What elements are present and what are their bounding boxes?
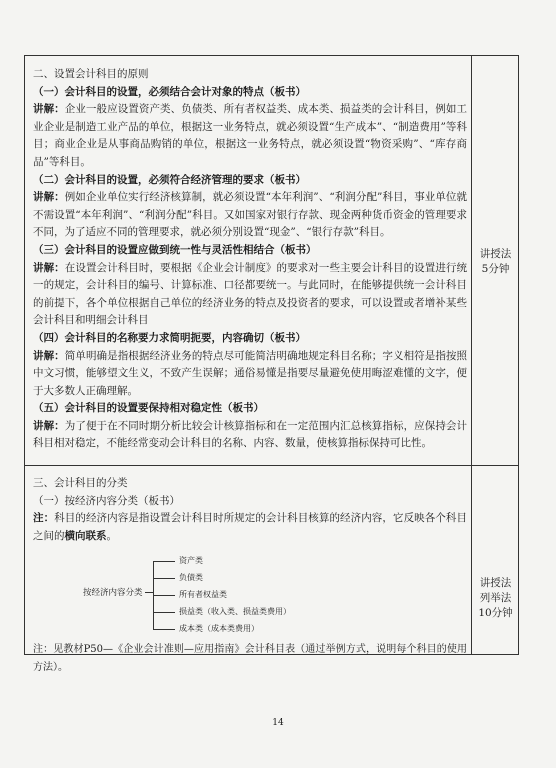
explain-text: 企业一般应设置资产类、负债类、所有者权益类、成本类、损益类的会计科目，例如工业企业是制造工业产品的单位，根据这一业务特点，就必须设置“生产成本”、“制造费用”等科目；商业企业是从事商品购销的单位，根据这一业务特点，就必须设置“物资采购”、“库存商品”等科目。 xyxy=(33,103,468,168)
explain-label: 讲解： xyxy=(33,419,65,432)
note-paragraph xyxy=(33,510,467,545)
method-label: 讲授法 xyxy=(479,248,512,260)
principle-4-title: （四）会计科目的名称要力求简明扼要，内容确切（板书） xyxy=(33,331,306,344)
time-label: 5分钟 xyxy=(481,263,510,275)
tree-leaf: 资产类 xyxy=(179,556,203,566)
sub-heading: （一）按经济内容分类（板书） xyxy=(33,494,180,507)
explain-text: 为了便于在不同时期分析比较会计核算指标和在一定范围内汇总核算指标，应保持会计科目相对稳定，不能经常变动会计科目的名称、内容、数量，使核算指标保持可比性。 xyxy=(33,419,468,450)
section-heading: 三、会计科目的分类 xyxy=(33,477,128,489)
note-emphasis: 横向联系 xyxy=(64,529,107,542)
tree-leaf: 负债类 xyxy=(179,573,203,583)
principle-2-title: （二）会计科目的设置，必须符合经济管理的要求（板书） xyxy=(33,173,306,186)
explain-label: 讲解： xyxy=(33,191,65,204)
principle-3-body xyxy=(33,260,467,330)
note-end: 。 xyxy=(106,529,117,542)
principle-1-title: （一）会计科目的设置，必须结合会计对象的特点（板书） xyxy=(33,85,306,98)
explain-label: 讲解： xyxy=(33,349,65,362)
section-principles xyxy=(25,66,471,464)
teaching-method-cell-1 xyxy=(472,247,519,277)
principle-3-title: （三）会计科目的设置应做到统一性与灵活性相结合（板书） xyxy=(33,243,317,256)
principle-1-body xyxy=(33,101,467,171)
tree-branch xyxy=(153,595,175,596)
note-text: 科目的经济内容是指设置会计科目时所规定的会计科目核算的经济内容，它反映各个科目之间的 xyxy=(33,512,468,542)
section-heading: 二、设置会计科目的原则 xyxy=(33,68,149,80)
note-label: 注： xyxy=(33,512,55,525)
principle-5-title: （五）会计科目的设置要保持相对稳定性（板书） xyxy=(33,402,264,415)
tree-leaf: 所有者权益类 xyxy=(179,590,227,600)
classification-tree xyxy=(33,549,467,641)
principle-4-body xyxy=(33,348,467,401)
explain-label: 讲解： xyxy=(33,103,65,116)
tree-connector xyxy=(145,592,153,593)
column-divider xyxy=(471,56,472,654)
tree-branch xyxy=(153,578,175,579)
page-number: 14 xyxy=(272,718,284,728)
method-label: 讲授法 xyxy=(479,577,512,589)
explain-label: 讲解： xyxy=(33,261,65,274)
lesson-table xyxy=(24,55,519,673)
footnote: 注：见教材P50—《企业会计准则—应用指南》会计科目表（通过举例方式，说明每个科目的使用方法）。 xyxy=(33,644,467,673)
tree-branch xyxy=(153,612,175,613)
explain-text: 在设置会计科目时，要根据《企业会计制度》的要求对一些主要会计科目的设置进行统一的规定，会计科目的编号、计算标准、口径都要统一。与此同时，在能够提供统一会计科目的前提下，各个单位根据自己单位的经济业务的特点及投资者的要求，可以设置或者增补某些会计科目和明细会计科目 xyxy=(33,261,468,327)
tree-leaf: 损益类（收入类、损益类费用） xyxy=(179,607,291,617)
method-label: 列举法 xyxy=(479,592,512,604)
tree-leaf: 成本类（成本类费用） xyxy=(179,624,259,634)
explain-text: 例如企业单位实行经济核算制，就必须设置“本年利润”、“利润分配”科目，事业单位就不需设置“本年利润”、“利润分配”科目。又如国家对银行存款、现金两种货币资金的管理要求不同，为了适应不同的管理要求，就必须分别设置“现金”、“银行存款”科目。 xyxy=(33,191,467,239)
principle-5-body xyxy=(33,418,467,453)
row-divider xyxy=(25,465,518,466)
tree-root: 按经济内容分类 xyxy=(83,588,143,599)
principle-2-body xyxy=(33,189,467,242)
tree-branch xyxy=(153,629,175,630)
section-classification xyxy=(25,475,471,673)
explain-text: 简单明确是指根据经济业务的特点尽可能简洁明确地规定科目名称；字义相符是指按照中文习惯，能够望文生义，不致产生误解；通俗易懂是指要尽量避免使用晦涩难懂的文字，便于大多数人正确理解。 xyxy=(33,349,468,397)
teaching-method-cell-2 xyxy=(472,576,519,621)
tree-branch xyxy=(153,561,175,562)
time-label: 10分钟 xyxy=(478,607,513,619)
